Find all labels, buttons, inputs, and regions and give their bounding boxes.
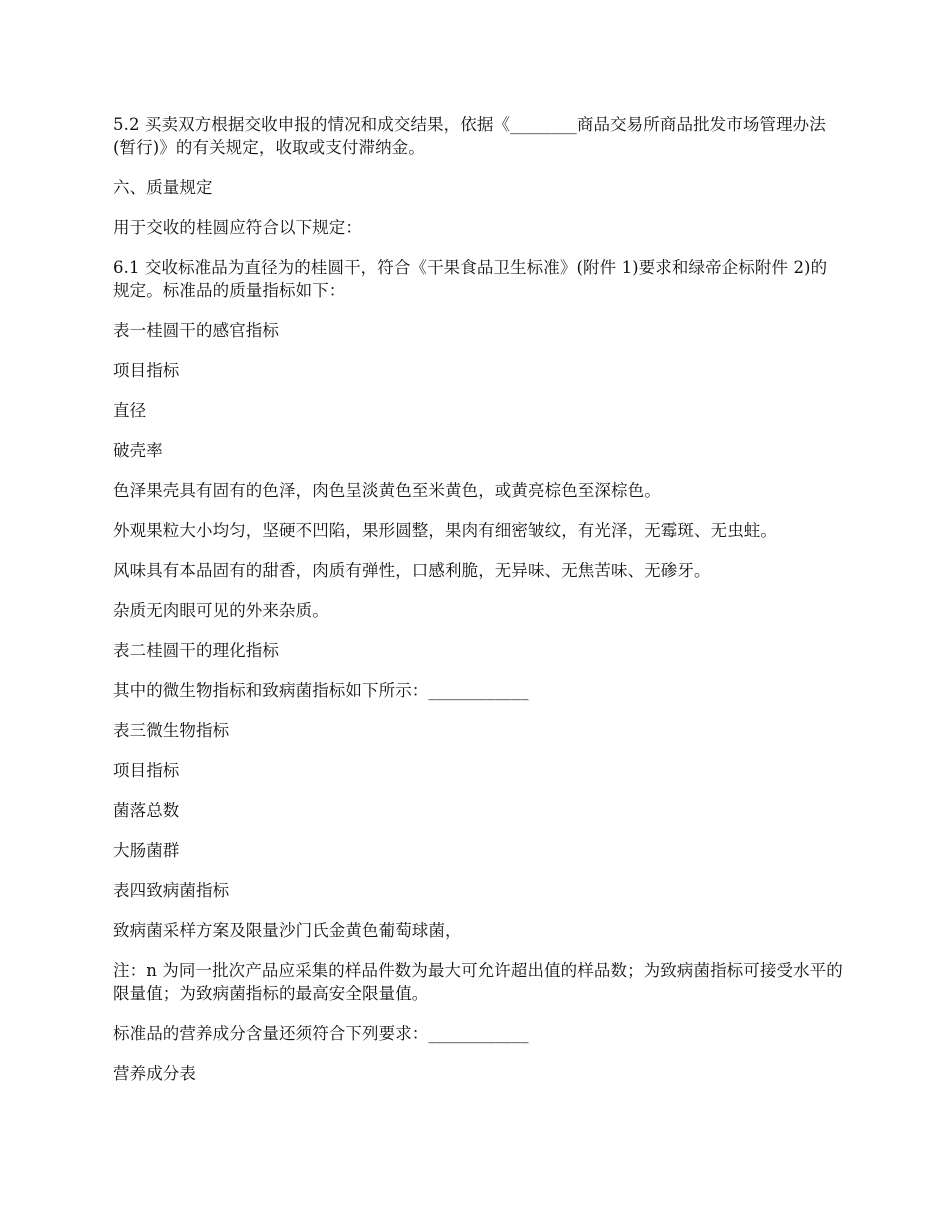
paragraph-late-fee: 5.2 买卖双方根据交收申报的情况和成交结果，依据《________商品交易所商品批发市场管理办法(暂行)》的有关规定，收取或支付滞纳金。	[113, 115, 826, 157]
paragraph-delivery-rules: 用于交收的桂圆应符合以下规定：	[113, 218, 362, 237]
row-coliform: 大肠菌群	[113, 841, 180, 860]
table-header-item-index: 项目指标	[113, 361, 180, 380]
row-flavor: 风味具有本品固有的甜香，肉质有弹性，口感利脆，无异味、无焦苦味、无碜牙。	[113, 561, 711, 580]
table-title-pathogen: 表四致病菌指标	[113, 881, 230, 900]
section-heading-quality: 六、质量规定	[113, 178, 213, 197]
table-title-nutrition: 营养成分表	[113, 1064, 196, 1083]
row-color: 色泽果壳具有固有的色泽，肉色呈淡黄色至米黄色，或黄亮棕色至深棕色。	[113, 481, 661, 500]
table-title-physicochemical: 表二桂圆干的理化指标	[113, 641, 279, 660]
row-impurity: 杂质无肉眼可见的外来杂质。	[113, 601, 329, 620]
row-shell-break-rate: 破壳率	[113, 441, 163, 460]
row-total-colony: 菌落总数	[113, 801, 180, 820]
paragraph-note: 注：n 为同一批次产品应采集的样品件数为最大可允许超出值的样品数；为致病菌指标可接受水平的限量值；为致病菌指标的最高安全限量值。	[113, 961, 843, 1003]
paragraph-microbe-intro: 其中的微生物指标和致病菌指标如下所示：____________	[113, 681, 529, 700]
row-pathogen-sampling: 致病菌采样方案及限量沙门氏金黄色葡萄球菌，	[113, 921, 462, 940]
paragraph-standard-product: 6.1 交收标准品为直径为的桂圆干，符合《干果食品卫生标准》(附件 1)要求和绿帝企标附件 2)的规定。标准品的质量指标如下：	[113, 258, 828, 300]
row-appearance: 外观果粒大小均匀，坚硬不凹陷，果形圆整，果肉有细密皱纹，有光泽，无霉斑、无虫蛀。	[113, 521, 777, 540]
table-title-sensory: 表一桂圆干的感官指标	[113, 321, 279, 340]
row-diameter: 直径	[113, 401, 147, 420]
table-header-item-index-2: 项目指标	[113, 761, 180, 780]
paragraph-nutrition-requirement: 标准品的营养成分含量还须符合下列要求：____________	[113, 1024, 529, 1043]
table-title-microbial: 表三微生物指标	[113, 721, 230, 740]
